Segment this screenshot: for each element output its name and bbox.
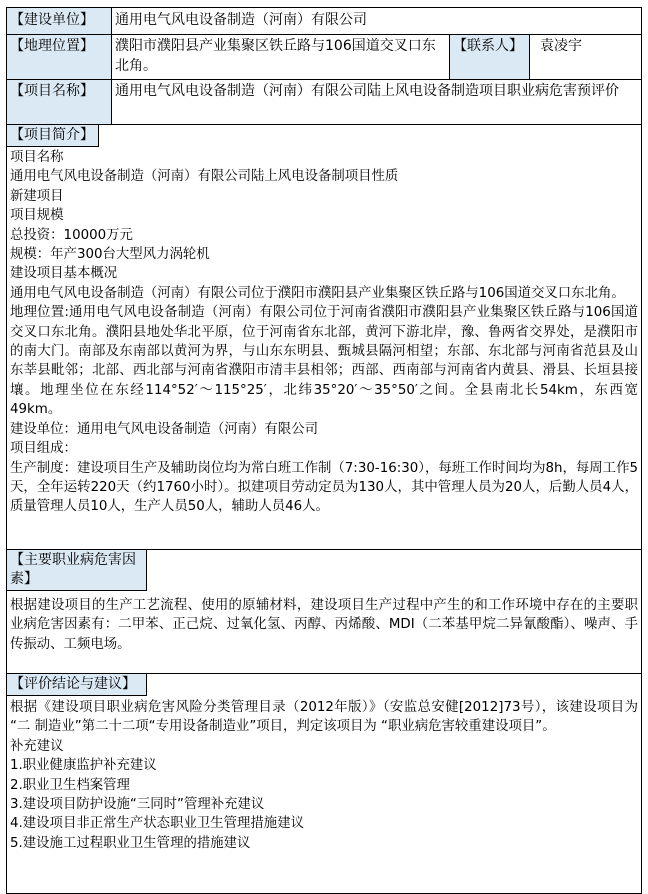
location-value: 濮阳市濮阳县产业集聚区铁丘路与106国道交叉口东北角。 bbox=[112, 35, 450, 79]
conclusion-body bbox=[7, 696, 641, 893]
suggestion-item: 5.建设施工过程职业卫生管理的措施建议 bbox=[10, 835, 251, 851]
intro-line: 总投资：10000万元 bbox=[10, 227, 133, 243]
intro-line: 新建项目 bbox=[10, 188, 64, 204]
hazards-text: 根据建设项目的生产工艺流程、使用的原辅材料，建设项目生产过程中产生的和工作环境中存在的主要职业病危害因素有：二甲苯、正己烷、过氧化氢、丙醇、丙烯酸、MDI（二苯基甲烷二异氰酸酯）、噪声、手传振动、工频电场。 bbox=[10, 598, 638, 652]
intro-line: 建设单位：通用电气风电设备制造（河南）有限公司 bbox=[10, 421, 318, 437]
conclusion-header: 【评价结论与建议】 bbox=[7, 674, 147, 696]
intro-line: 项目规模 bbox=[10, 208, 64, 224]
hazards-header: 【主要职业病危害因素】 bbox=[7, 550, 147, 591]
project-name-label: 【项目名称】 bbox=[7, 80, 112, 124]
intro-paragraph: 地理位置:通用电气风电设备制造（河南）有限公司位于河南省濮阳市濮阳县产业集聚区铁丘路与106国道交叉口东北角。濮阳县地处华北平原，位于河南省东北部，黄河下游北岸，豫、鲁两省交界处，是濮阳市的南大门。南部及东南部以黄河为界，与山东东明县、甄城县隔河相望；东部、东北部与河南省范县及山东莘县毗邻；北部、西北部与河南省濮阳市清丰县相邻；西部、西南部与河南省内黄县、滑县、长垣县接壤。地理坐位在东经114°52′～115°25′，北纬35°20′～35°50′之间。全县南北长54km，东西宽49km。 bbox=[10, 305, 638, 418]
intro-line: 项目组成： bbox=[10, 441, 77, 457]
project-intro-section bbox=[7, 125, 641, 550]
location-label: 【地理位置】 bbox=[7, 35, 112, 79]
project-info-table bbox=[6, 7, 642, 894]
construction-unit-label: 【建设单位】 bbox=[7, 8, 112, 34]
project-intro-header: 【项目简介】 bbox=[7, 125, 99, 147]
supplementary-heading: 补充建议 bbox=[10, 738, 64, 754]
suggestion-item: 2.职业卫生档案管理 bbox=[10, 777, 130, 793]
contact-value: 袁凌宇 bbox=[540, 38, 582, 54]
suggestion-item: 1.职业健康监护补充建议 bbox=[10, 758, 157, 774]
hazards-body bbox=[7, 591, 641, 673]
conclusion-section bbox=[7, 674, 641, 893]
intro-paragraph: 生产制度：建设项目生产及辅助岗位均为常白班工作制（7:30-16:30），每班工作时间均为8h，每周工作5天，全年运转220天（约1760小时）。拟建项目劳动定员为130人，其中管理人员为20人，后勤人员4人，质量管理人员10人，生产人员50人，辅助人员46人。 bbox=[10, 460, 638, 515]
conclusion-text: 根据《建设项目职业病危害风险分类管理目录（2012年版）》（安监总安健[2012]73号），该建设项目为 “二 制造业”第二十二项“专用设备制造业”项目，判定该项目为 “职业病危害较重建设项目”。 bbox=[10, 700, 638, 735]
suggestion-item: 3.建设项目防护设施“三同时”管理补充建议 bbox=[10, 797, 265, 813]
intro-line: 项目名称 bbox=[10, 150, 64, 165]
project-intro-body bbox=[7, 147, 641, 549]
suggestion-item: 4.建设项目非正常生产状态职业卫生管理措施建议 bbox=[10, 816, 304, 832]
hazards-section bbox=[7, 550, 641, 674]
location-row bbox=[7, 35, 641, 80]
intro-line: 建设项目基本概况 bbox=[10, 266, 118, 282]
construction-unit-row bbox=[7, 8, 641, 35]
project-name-value: 通用电气风电设备制造（河南）有限公司陆上风电设备制造项目职业病危害预评价 bbox=[115, 83, 619, 99]
construction-unit-value: 通用电气风电设备制造（河南）有限公司 bbox=[115, 12, 367, 28]
intro-line: 通用电气风电设备制造（河南）有限公司陆上风电设备制项目性质 bbox=[10, 169, 399, 185]
intro-line: 规模：年产300台大型风力涡轮机 bbox=[10, 247, 210, 263]
intro-paragraph: 通用电气风电设备制造（河南）有限公司位于濮阳市濮阳县产业集聚区铁丘路与106国道交叉口东北角。 bbox=[10, 285, 625, 301]
project-name-row bbox=[7, 80, 641, 125]
contact-label: 【联系人】 bbox=[450, 35, 530, 79]
